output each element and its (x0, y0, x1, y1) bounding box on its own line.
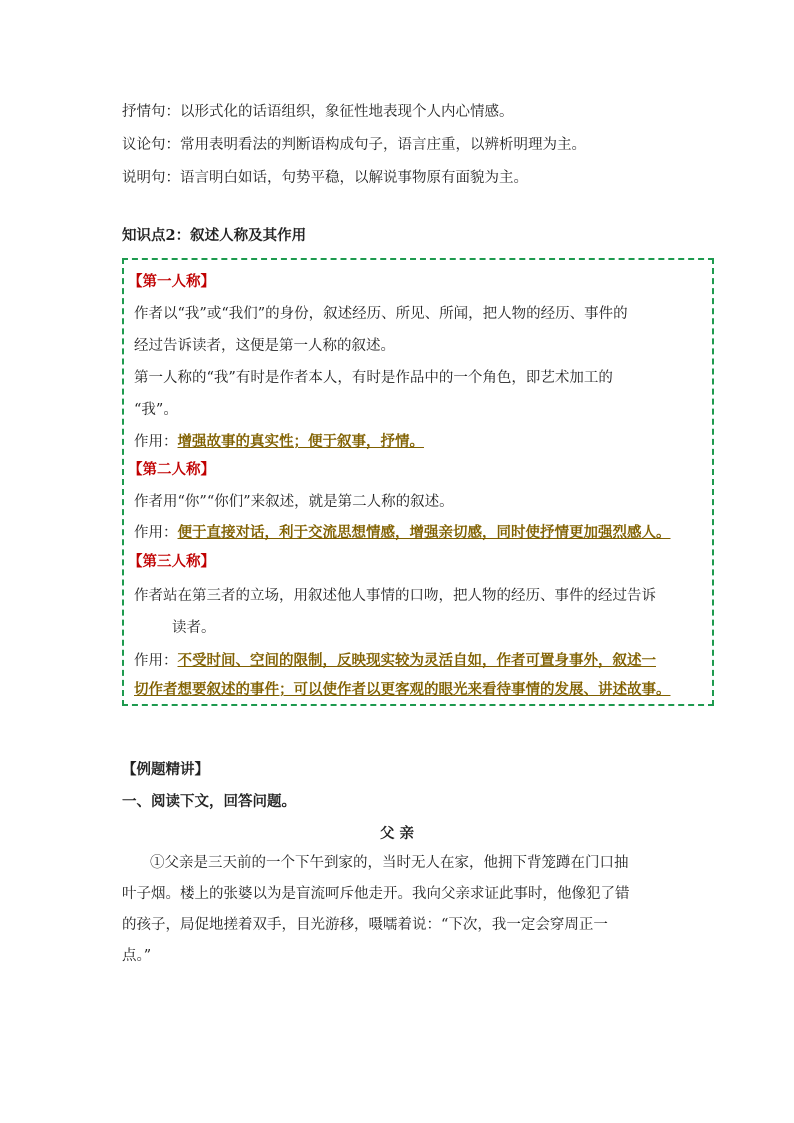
story-title: 父 亲 (379, 825, 415, 842)
first-person-title: 【第一人称】 (128, 273, 215, 290)
second-person-effect-text: 便于直接对话，利于交流思想情感，增强亲切感，同时使抒情更加强烈感人。 (177, 524, 671, 541)
intro-line-2: 议论句：常用表明看法的判断语构成句子，语言庄重，以辨析明理为主。 (122, 137, 586, 153)
first-person-desc-1: 作者以“我”或“我们”的身份，叙述经历、所见、所闻，把人物的经历、事件的 (134, 306, 628, 322)
first-person-desc-2: 经过告诉读者，这便是第一人称的叙述。 (134, 338, 395, 354)
story-line-2: 叶子烟。楼上的张婆以为是盲流呵斥他走开。我向父亲求证此事时，他像犯了错 (122, 886, 630, 902)
intro-line-1: 抒情句：以形式化的话语组织，象征性地表现个人内心情感。 (122, 104, 514, 120)
third-person-effect-text-1: 不受时间、空间的限制，反映现实较为灵活自如，作者可置身事外，叙述一 (177, 652, 656, 669)
question-heading: 一、阅读下文，回答问题。 (122, 793, 296, 810)
third-person-title: 【第三人称】 (128, 553, 215, 570)
example-heading: 【例题精讲】 (122, 761, 209, 778)
effect-label: 作用： (134, 434, 178, 450)
first-person-desc-4: “我”。 (134, 402, 178, 418)
third-person-effect-2: 切作者想要叙述的事件；可以使作者以更客观的眼光来看待事情的发展、讲述故事。 (134, 681, 671, 698)
third-person-desc-2: 读者。 (172, 620, 216, 636)
story-line-1: ①父亲是三天前的一个下午到家的，当时无人在家，他拥下背笼蹲在门口抽 (150, 855, 629, 871)
effect-label: 作用： (134, 653, 178, 669)
intro-line-3: 说明句：语言明白如话，句势平稳，以解说事物原有面貌为主。 (122, 170, 528, 186)
second-person-title: 【第二人称】 (128, 461, 215, 478)
second-person-effect (134, 523, 671, 543)
third-person-desc-1: 作者站在第三者的立场，用叙述他人事情的口吻，把人物的经历、事件的经过告诉 (134, 588, 656, 604)
second-person-desc-1: 作者用“你”“你们”来叙述，就是第二人称的叙述。 (134, 494, 454, 510)
first-person-effect (134, 432, 424, 452)
third-person-effect-1 (134, 651, 656, 671)
story-line-4: 点。” (122, 948, 152, 964)
first-person-effect-text: 增强故事的真实性；便于叙事，抒情。 (177, 433, 424, 450)
person-summary-box (122, 258, 714, 706)
effect-label: 作用： (134, 525, 178, 541)
knowledge-heading: 知识点2：叙述人称及其作用 (122, 227, 307, 244)
story-line-3: 的孩子，局促地搓着双手，目光游移，嗫嚅着说：“下次，我一定会穿周正一 (122, 917, 608, 933)
first-person-desc-3: 第一人称的“我”有时是作者本人，有时是作品中的一个角色，即艺术加工的 (134, 370, 613, 386)
